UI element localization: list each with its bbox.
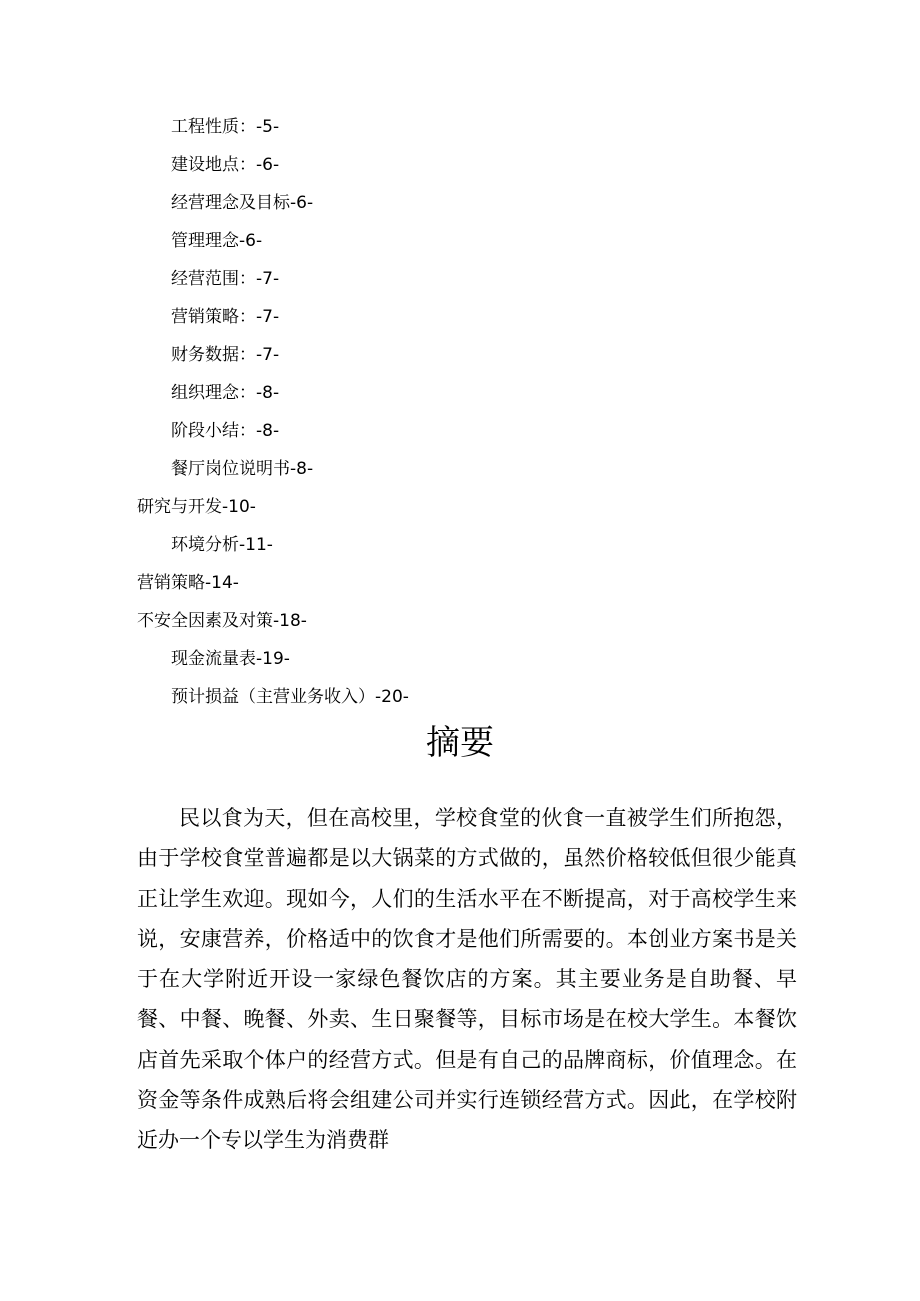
toc-entry[interactable]: 不安全因素及对策-18- bbox=[137, 611, 307, 631]
toc-entry[interactable]: 营销策略-14- bbox=[137, 573, 239, 593]
toc-entry[interactable]: 经营理念及目标-6- bbox=[171, 193, 314, 213]
toc-entry[interactable]: 工程性质：-5- bbox=[171, 117, 280, 137]
toc-entry[interactable]: 预计损益（主营业务收入）-20- bbox=[171, 687, 409, 707]
toc-entry[interactable]: 建设地点：-6- bbox=[171, 155, 280, 175]
toc-entry[interactable]: 组织理念：-8- bbox=[171, 383, 280, 403]
toc-entry[interactable]: 研究与开发-10- bbox=[137, 497, 256, 517]
table-of-contents bbox=[0, 108, 920, 716]
toc-entry[interactable]: 阶段小结：-8- bbox=[171, 421, 280, 441]
toc-entry[interactable]: 经营范围：-7- bbox=[171, 269, 280, 289]
toc-entry[interactable]: 环境分析-11- bbox=[171, 535, 273, 555]
toc-entry[interactable]: 餐厅岗位说明书-8- bbox=[171, 459, 314, 479]
abstract-paragraph: 民以食为天，但在高校里，学校食堂的伙食一直被学生们所抱怨，由于学校食堂普遍都是以大锅菜的方式做的，虽然价格较低但很少能真正让学生欢迎。现如今，人们的生活水平在不断提高，对于高校学生来说，安康营养，价格适中的饮食才是他们所需要的。本创业方案书是关于在大学附近开设一家绿色餐饮店的方案。其主要业务是自助餐、早餐、中餐、晚餐、外卖、生日聚餐等，目标市场是在校大学生。本餐饮店首先采取个体户的经营方式。但是有自己的品牌商标，价值理念。在资金等条件成熟后将会组建公司并实行连锁经营方式。因此，在学校附近办一个专以学生为消费群 bbox=[137, 806, 797, 1153]
abstract-title: 摘要 bbox=[426, 723, 494, 763]
toc-entry[interactable]: 管理理念-6- bbox=[171, 231, 263, 251]
toc-entry[interactable]: 营销策略：-7- bbox=[171, 307, 280, 327]
toc-entry[interactable]: 现金流量表-19- bbox=[171, 649, 290, 669]
toc-entry[interactable]: 财务数据：-7- bbox=[171, 345, 280, 365]
